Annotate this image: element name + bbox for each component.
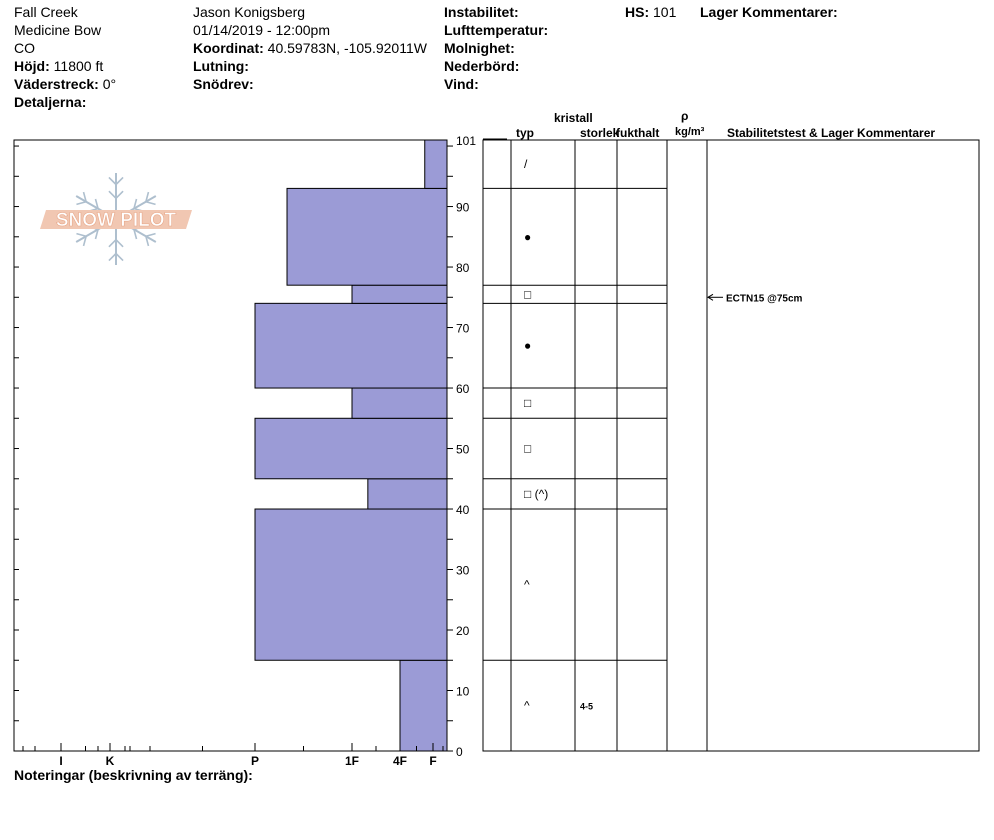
y-tick-label: 90 [456, 200, 470, 215]
snowflake-branch [76, 202, 86, 205]
snowflake-branch [109, 254, 116, 261]
notes-label: Noteringar (beskrivning av terräng): [14, 767, 253, 783]
logo-text: SNOW PILOT [55, 210, 177, 231]
state: CO [14, 40, 35, 56]
aspect-value: 0° [102, 76, 117, 92]
snowflake-branch [109, 191, 116, 198]
y-tick-label: 30 [456, 563, 470, 578]
col-density-unit: kg/m³ [675, 126, 705, 138]
coord-value: 40.59783N, -105.92011W [267, 40, 427, 56]
hardness-bar [287, 188, 447, 285]
y-tick-label: 50 [456, 442, 470, 457]
snowflake-branch [76, 234, 86, 237]
crystal-type-symbol: ^ [524, 577, 530, 592]
col-moisture: fukthalt [616, 126, 660, 140]
col-stability: Stabilitetstest & Lager Kommentarer [727, 126, 936, 140]
x-tick-label: F [429, 754, 437, 768]
sky-label: Molnighet: [444, 40, 515, 56]
hardness-bar [352, 285, 447, 303]
hardness-bar [425, 140, 447, 188]
coord-label: Koordinat: [193, 40, 264, 56]
stability-test-label: ECTN15 @75cm [726, 293, 803, 305]
crystal-type-symbol: / [524, 157, 528, 172]
hs-label: HS: [625, 4, 650, 20]
crystal-type-symbol: ^ [524, 698, 530, 713]
snowflake-branch [116, 240, 123, 247]
x-tick-label: 1F [344, 754, 360, 768]
location: Fall Creek [14, 4, 78, 20]
hardness-bar [400, 660, 447, 751]
hardness-bar [352, 388, 447, 418]
aspect-label: Väderstreck: [14, 76, 99, 92]
hardness-bar [255, 418, 447, 478]
crystal-size-label: 4-5 [580, 701, 594, 712]
elevation-label: Höjd: [14, 58, 50, 74]
col-type: typ [516, 126, 534, 140]
snowflake-branch [116, 177, 123, 184]
crystal-type-symbol: □ [524, 287, 532, 302]
snowflake-branch [109, 240, 116, 247]
col-rho: ρ [681, 109, 689, 123]
snowpilot-logo [40, 173, 192, 265]
hardness-bar [255, 509, 447, 660]
y-tick-label: 10 [456, 684, 470, 699]
precip-label: Nederbörd: [444, 58, 520, 74]
layer-comments-label: Lager Kommentarer: [700, 4, 838, 20]
y-tick-label: 80 [456, 261, 470, 276]
layer-table-frame [483, 140, 979, 751]
elevation-value: 11800 ft [53, 58, 104, 74]
y-tick-label: 20 [456, 624, 470, 639]
observer: Jason Konigsberg [193, 4, 306, 20]
crystal-type-symbol: □ [524, 441, 532, 456]
x-tick-label: I [59, 754, 63, 768]
snowflake-branch [116, 191, 123, 198]
y-tick-label: 60 [456, 382, 470, 397]
airtemp-label: Lufttemperatur: [444, 22, 549, 38]
snowflake-branch [146, 202, 156, 205]
drift-label: Snödrev: [193, 76, 254, 92]
col-crystal: kristall [554, 111, 593, 125]
col-size: storlek [580, 126, 620, 140]
hardness-bar [368, 479, 447, 509]
crystal-type-symbol: ● [524, 229, 532, 244]
snowflake-branch [146, 234, 156, 237]
hardness-bar [255, 303, 447, 388]
y-tick-label: 70 [456, 321, 470, 336]
crystal-type-symbol: □ [524, 396, 532, 411]
crystal-type-symbol: □ (^) [524, 486, 549, 501]
snowflake-branch [109, 177, 116, 184]
y-tick-label: 40 [456, 503, 470, 518]
slope-label: Lutning: [193, 58, 249, 74]
mountain-range: Medicine Bow [14, 22, 102, 38]
instability-label: Instabilitet: [444, 4, 519, 20]
wind-label: Vind: [444, 76, 479, 92]
crystal-type-symbol: ● [524, 338, 532, 353]
details-label: Detaljerna: [14, 94, 87, 110]
datetime: 01/14/2019 - 12:00pm [193, 22, 330, 38]
y-tick-label: 0 [456, 745, 463, 759]
x-tick-label: K [105, 754, 115, 768]
x-tick-label: P [250, 754, 260, 768]
snowflake-branch [116, 254, 123, 261]
x-tick-label: 4F [392, 754, 408, 768]
y-tick-label: 101 [456, 134, 477, 148]
hs-value: 101 [653, 4, 677, 20]
